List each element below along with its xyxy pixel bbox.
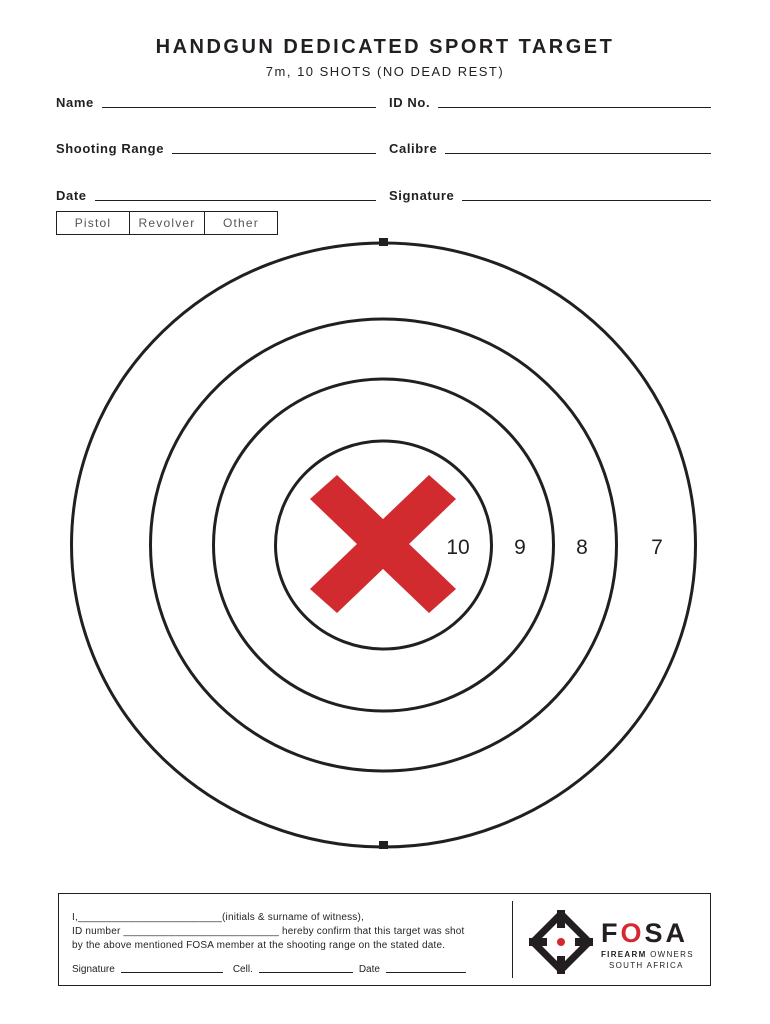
signature-label: Signature	[389, 188, 455, 203]
fosa-owners: OWNERS	[646, 950, 694, 959]
date-label: Date	[56, 188, 87, 203]
name-label: Name	[56, 95, 94, 110]
witness-date-line[interactable]	[386, 971, 466, 973]
witness-signature-row	[72, 964, 472, 975]
crosshair-center-dot	[557, 938, 565, 946]
score-label-10: 10	[446, 536, 470, 559]
gun-type-other[interactable]: Other	[222, 216, 259, 230]
calibre-label: Calibre	[389, 141, 438, 156]
witness-cell-label: Cell.	[232, 964, 253, 975]
fosa-firearm: FIREARM	[601, 950, 647, 959]
score-label-9: 9	[514, 536, 526, 559]
center-x-mark	[310, 475, 456, 613]
gun-type-revolver[interactable]: Revolver	[130, 212, 205, 234]
witness-line-1: I,_________________________(initials & surname of witness),	[72, 912, 364, 923]
witness-line-2: ID number ___________________________ hereby confirm that this target was shot	[72, 926, 465, 937]
gun-type-pistol[interactable]: Pistol	[57, 212, 130, 234]
fosa-tagline-1	[601, 950, 694, 959]
score-label-7: 7	[651, 536, 663, 559]
witness-divider	[512, 901, 513, 978]
witness-date-label: Date	[358, 964, 380, 975]
fosa-letter-o: O	[620, 918, 645, 948]
witness-text	[72, 911, 465, 953]
witness-signature-line[interactable]	[121, 971, 223, 973]
fosa-letters-sa: SA	[644, 918, 689, 948]
fosa-letter-f: F	[601, 918, 621, 948]
witness-line-3: by the above mentioned FOSA member at the shooting range on the stated date.	[72, 940, 446, 951]
crosshair-icon	[529, 910, 593, 974]
id-label: ID No.	[389, 95, 431, 110]
witness-cell-line[interactable]	[259, 971, 353, 973]
score-label-8: 8	[576, 536, 588, 559]
witness-signature-label: Signature	[72, 964, 115, 975]
fosa-logo	[525, 908, 705, 972]
fosa-tagline-2: SOUTH AFRICA	[609, 961, 684, 970]
page-subtitle: 7m, 10 SHOTS (NO DEAD REST)	[265, 64, 505, 79]
page-title: HANDGUN DEDICATED SPORT TARGET	[155, 36, 615, 58]
fosa-wordmark	[601, 918, 688, 949]
witness-declaration	[58, 893, 711, 986]
shooting-range-label: Shooting Range	[56, 141, 165, 156]
